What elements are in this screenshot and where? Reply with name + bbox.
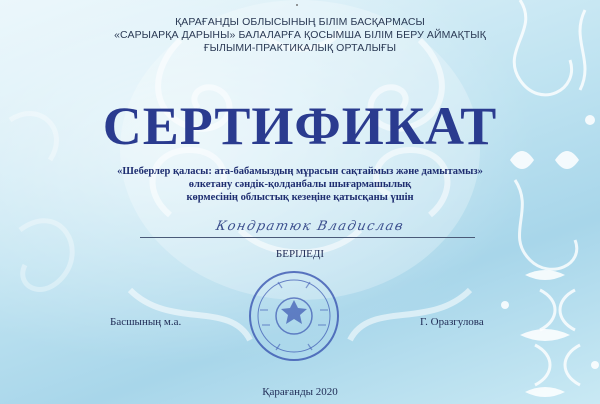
subtitle-line-2: өлкетану сәндік-қолданбалы шығармашылық: [188, 179, 412, 190]
name-underline: [140, 237, 475, 238]
certificate-title: СЕРТИФИКАТ: [102, 96, 498, 156]
recipient-name: Кондратюк Владислав: [214, 219, 406, 234]
signatory-title: Басшының м.а.: [110, 316, 182, 328]
header-line-2: «САРЫАРҚА ДАРЫНЫ» БАЛАЛАРҒА ҚОСЫМША БІЛІМ БЕРУ АЙМАҚТЫҚ: [114, 29, 486, 41]
issuer-header: [100, 16, 500, 55]
header-line-3: ҒЫЛЫМИ-ПРАКТИКАЛЫҚ ОРТАЛЫҒЫ: [203, 42, 397, 54]
header-line-1: ҚАРАҒАНДЫ ОБЛЫСЫНЫҢ БІЛІМ БАСҚАРМАСЫ: [175, 16, 425, 28]
award-description: [80, 165, 520, 204]
subtitle-line-1: «Шеберлер қаласы: ата-бабамыздың мұрасын сақтаймыз және дамытамыз»: [117, 166, 483, 177]
place-and-year: Қарағанды 2020: [262, 386, 338, 398]
given-label: БЕРІЛЕДІ: [275, 248, 325, 260]
scan-dot: [296, 4, 298, 6]
official-stamp-seal: [248, 270, 340, 362]
signatory-name: Г. Оразгулова: [420, 316, 484, 328]
subtitle-line-3: көрмесінің облыстық кезеңіне қатысқаны үшін: [186, 192, 414, 203]
